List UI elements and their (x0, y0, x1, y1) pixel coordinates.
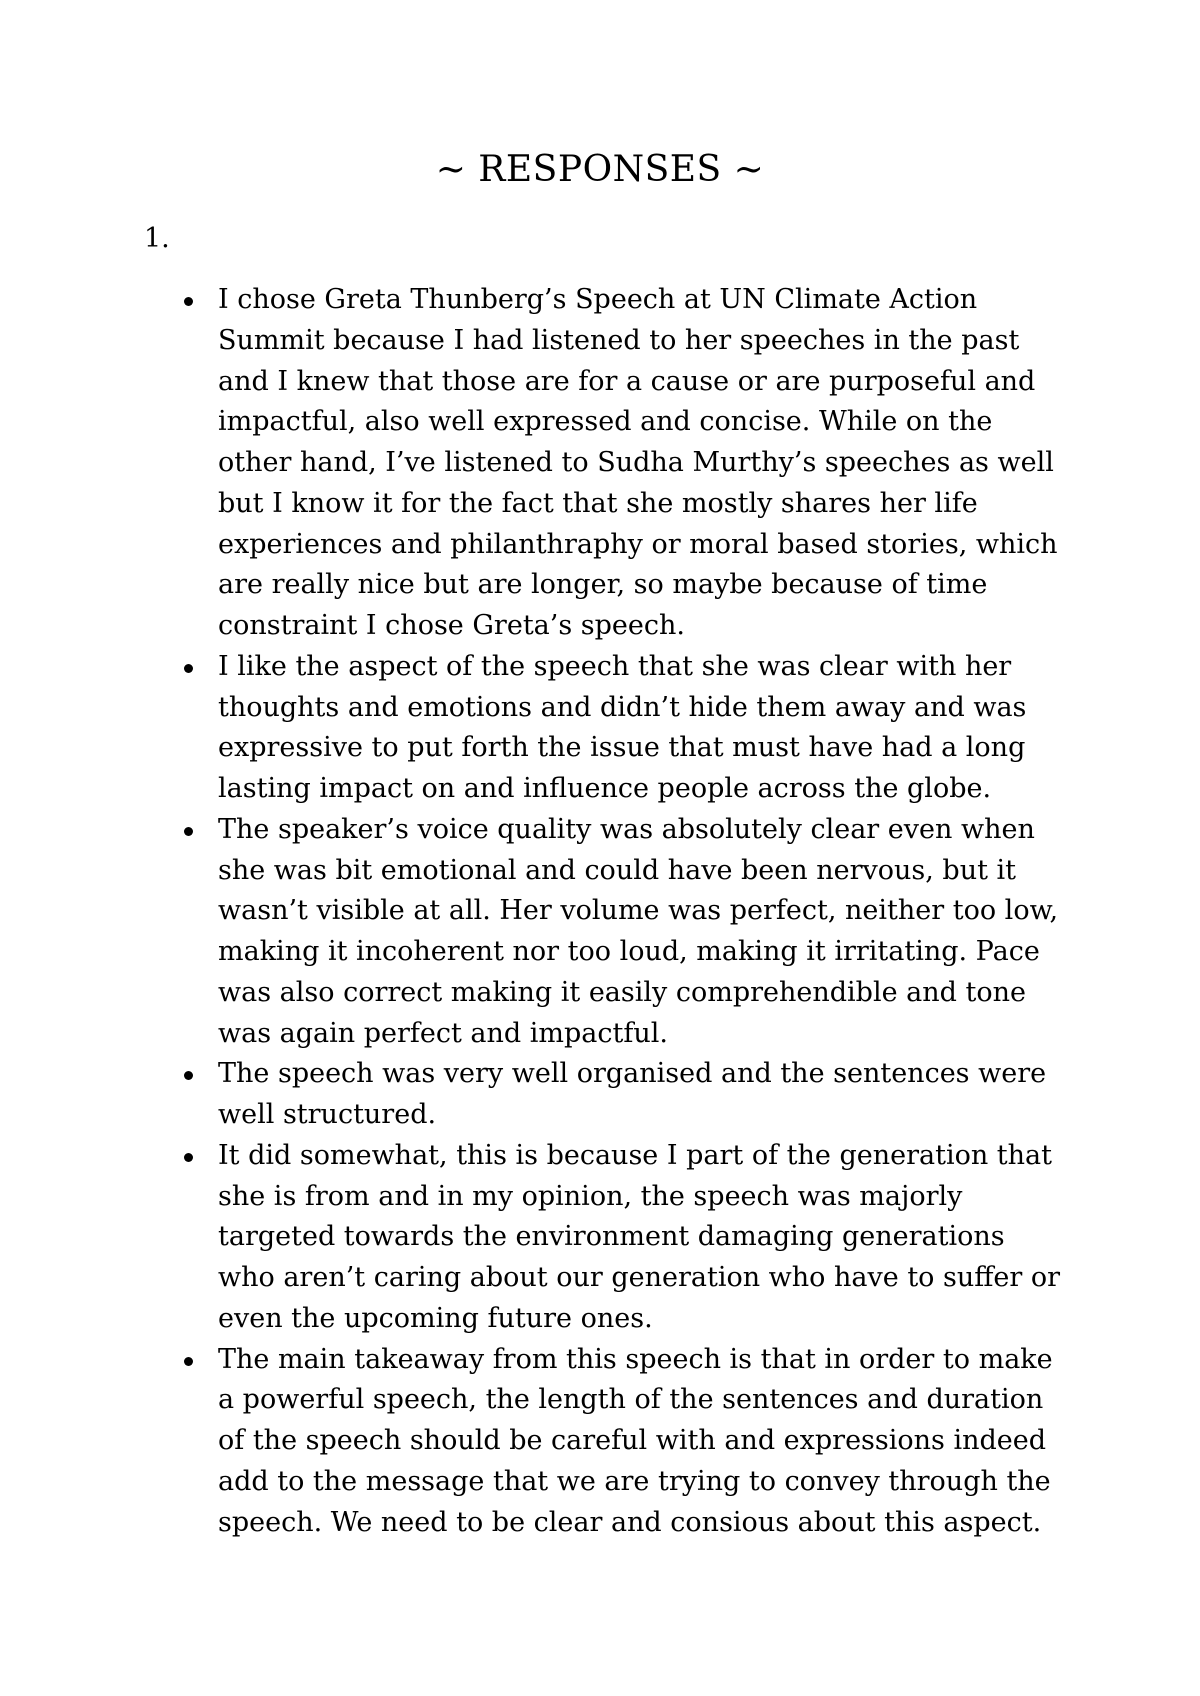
response-text: I like the aspect of the speech that she was clear with her thoughts and emotions and didn’t hide them away and was expressive to put forth the issue that must have had a long lasting impact on and influence people across the globe. (218, 650, 1027, 804)
bullet-icon (184, 1357, 193, 1366)
bullet-icon (184, 1153, 193, 1162)
response-text: The speech was very well organised and the sentences were well structured. (218, 1058, 1047, 1130)
bullet-icon (184, 827, 193, 836)
list-item (0, 1340, 1068, 1544)
list-item (0, 1054, 1068, 1136)
response-text: It did somewhat, this is because I part of the generation that she is from and in my opinion, the speech was majorly targeted towards the environment damaging generations who aren’t caring about our generation who have to suffer or even the upcoming future ones. (218, 1139, 1061, 1334)
section-number: 1. (144, 223, 170, 254)
response-text: The speaker’s voice quality was absolutely clear even when she was bit emotional and could have been nervous, but it wasn’t visible at all. Her volume was perfect, neither too low, making it incoherent nor too loud, making it irritating. Pace was also correct making it easily comprehendible and tone was again perfect and impactful. (218, 813, 1059, 1049)
page-title: ~ RESPONSES ~ (435, 149, 765, 190)
list-item (0, 810, 1068, 1055)
list-item (0, 647, 1068, 810)
list-item (0, 280, 1068, 647)
bullet-icon (184, 1071, 193, 1080)
response-list (0, 280, 1200, 1543)
response-text: The main takeaway from this speech is that in order to make a powerful speech, the length of the sentences and duration of the speech should be careful with and expressions indeed add to the message that we are trying to convey through the speech. We need to be clear and consious about this aspect. (218, 1343, 1053, 1538)
bullet-icon (184, 297, 193, 306)
list-item (0, 1136, 1068, 1340)
response-text: I chose Greta Thunberg’s Speech at UN Climate Action Summit because I had listened to her speeches in the past and I knew that those are for a cause or are purposeful and impactful, also well expressed and concise. While on the other hand, I’ve listened to Sudha Murthy’s speeches as well but I know it for the fact that she mostly shares her life experiences and philanthraphy or moral based stories, which are really nice but are longer, so maybe because of time constraint I chose Greta’s speech. (218, 284, 1058, 641)
bullet-icon (184, 664, 193, 673)
